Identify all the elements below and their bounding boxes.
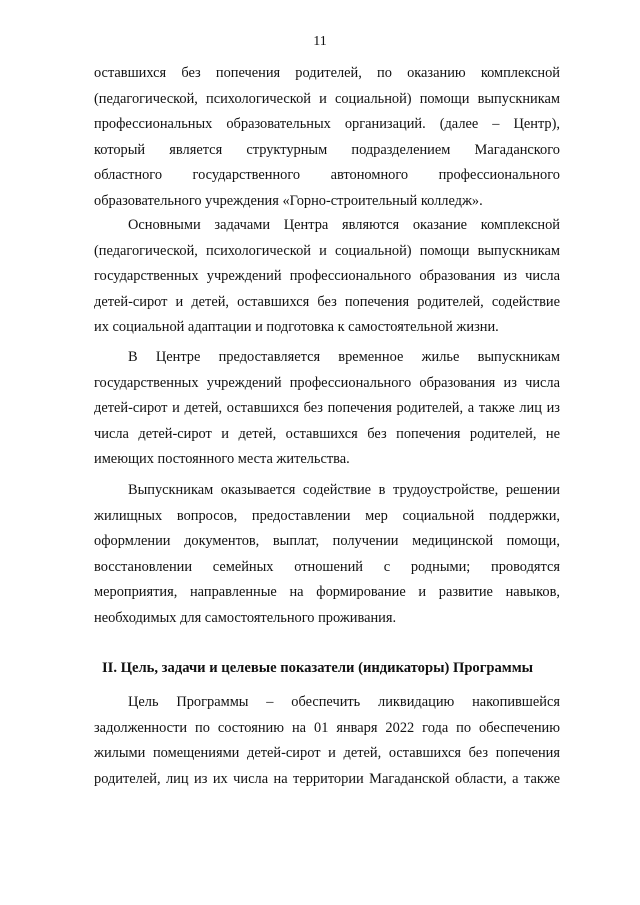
text-line: государственных учреждений профессионального образования из числа <box>94 268 560 285</box>
page-number: 11 <box>313 34 327 49</box>
text-line: профессиональных образовательных организаций. (далее – Центр), <box>94 116 560 133</box>
text-line: их социальной адаптации и подготовка к самостоятельной жизни. <box>94 319 499 336</box>
text-line: восстановлении семейных отношений с родными; проводятся <box>94 558 560 575</box>
paragraph-center-description <box>94 61 560 215</box>
text-line: (педагогической, психологической и социальной) помощи выпускникам <box>94 90 560 107</box>
text-line: (педагогической, психологической и социальной) помощи выпускникам <box>94 242 560 259</box>
text-line: государственных учреждений профессионального образования из числа <box>94 374 560 391</box>
text-line: необходимых для самостоятельного проживания. <box>94 609 397 626</box>
paragraph-graduate-support <box>94 478 560 632</box>
text-line: оставшихся без попечения родителей, по оказанию комплексной <box>94 65 560 81</box>
text-line: жилыми помещениями детей-сирот и детей, оставшихся без попечения <box>94 745 560 762</box>
text-line: оформлении документов, выплат, получении медицинской помощи, <box>94 533 560 550</box>
text-line: числа детей-сирот и детей, оставшихся без попечения родителей, не <box>94 425 560 442</box>
text-line: детей-сирот и детей, оставшихся без попечения родителей, содействие <box>94 293 560 310</box>
text-line: задолженности по состоянию на 01 января 2022 года по обеспечению <box>94 719 560 736</box>
section-heading: II. Цель, задачи и целевые показатели (индикаторы) Программы <box>102 660 534 676</box>
text-line: Цель Программы – обеспечить ликвидацию накопившейся <box>128 694 560 710</box>
paragraph-center-tasks <box>94 213 560 341</box>
text-line: детей-сирот и детей, оставшихся без попечения родителей, а также лиц из <box>94 400 560 417</box>
text-line: мероприятия, направленные на формирование и развитие навыков, <box>94 584 560 601</box>
paragraph-temporary-housing <box>94 345 560 473</box>
text-line: Основными задачами Центра являются оказание комплексной <box>128 217 560 233</box>
text-line: имеющих постоянного места жительства. <box>94 451 350 468</box>
text-line: родителей, лиц из их числа на территории Магаданской области, а также <box>94 770 560 787</box>
text-line: который является структурным подразделением Магаданского <box>94 141 560 158</box>
text-line: Выпускникам оказывается содействие в трудоустройстве, решении <box>128 482 560 498</box>
text-line: областного государственного автономного профессионального <box>94 167 560 184</box>
paragraph-program-goal <box>94 690 560 792</box>
text-line: образовательного учреждения «Горно-строительный колледж». <box>94 192 483 209</box>
text-line: жилищных вопросов, предоставлении мер социальной поддержки, <box>94 507 560 524</box>
text-line: В Центре предоставляется временное жилье выпускникам <box>128 349 560 365</box>
